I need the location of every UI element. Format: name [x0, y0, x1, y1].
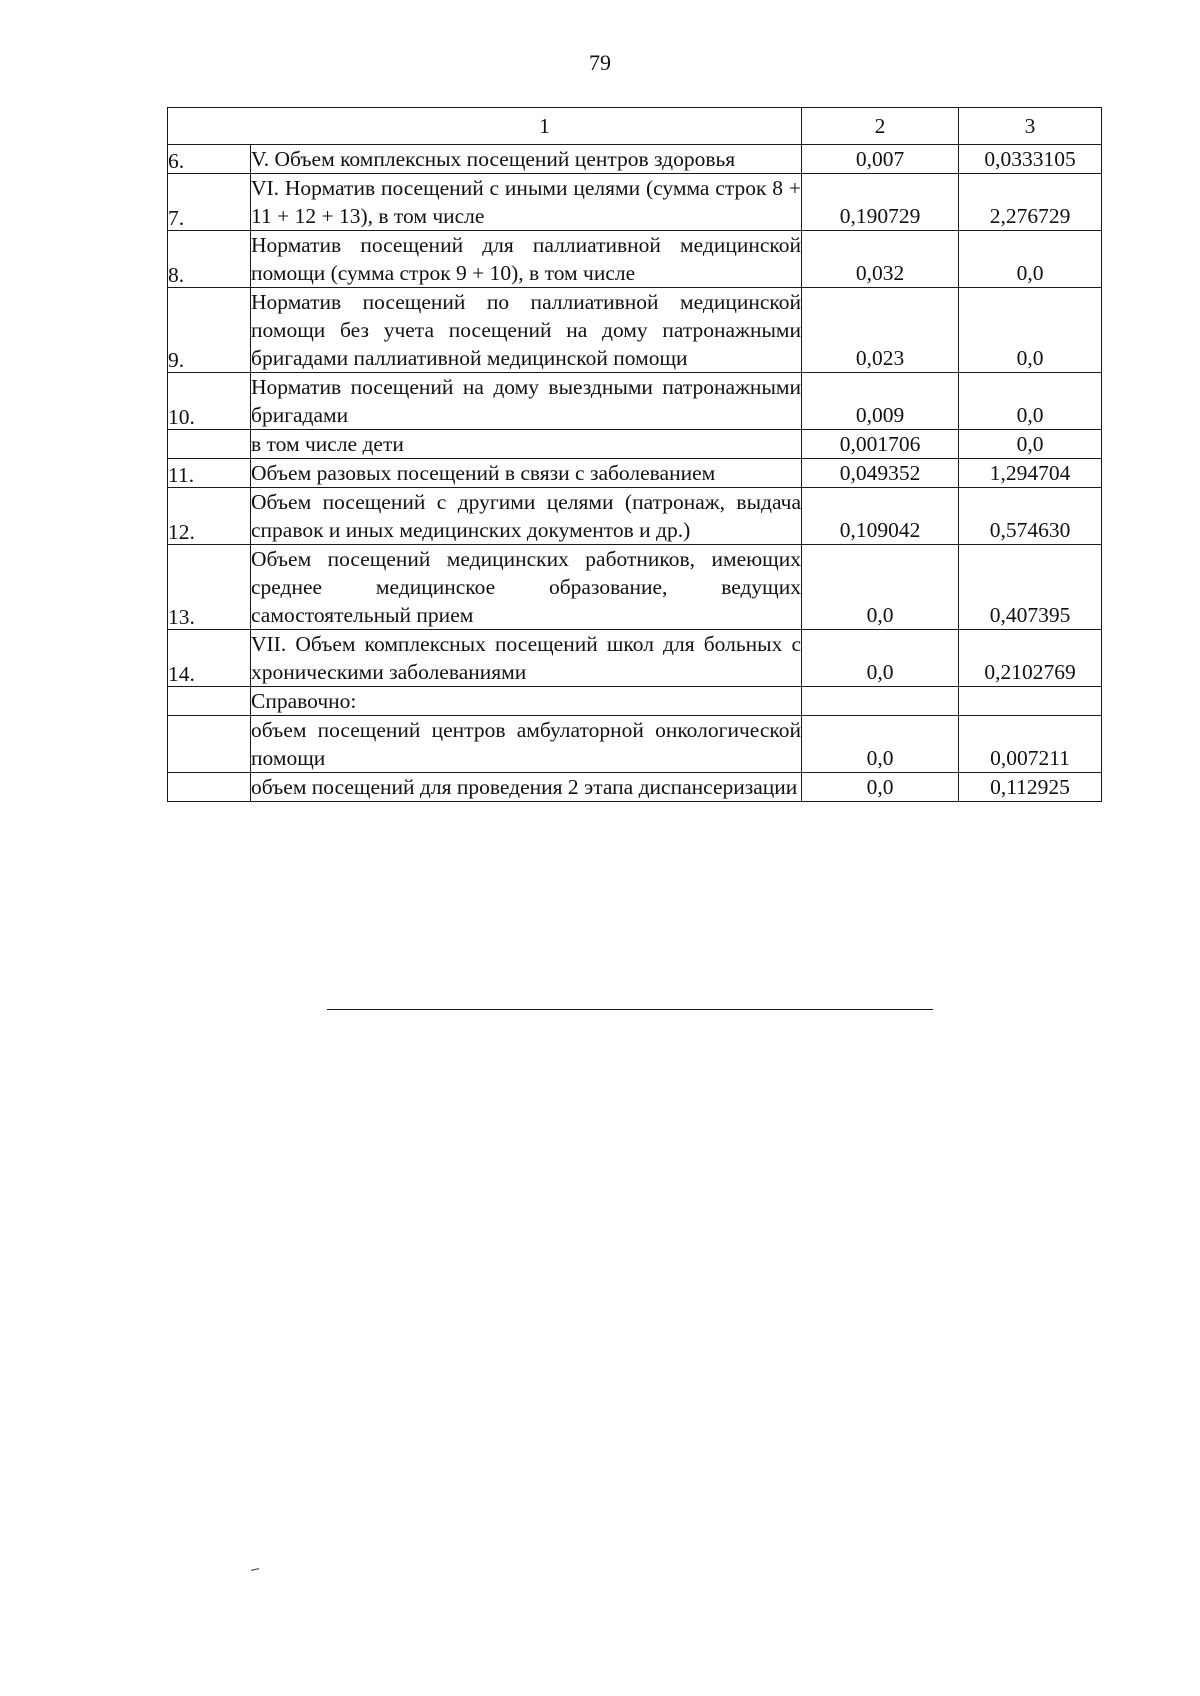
table-row: [168, 459, 1102, 488]
table-row: [168, 630, 1102, 687]
row-value-col3: 0,574630: [959, 488, 1102, 545]
row-number: 14.: [168, 630, 251, 687]
row-value-col3: 0,2102769: [959, 630, 1102, 687]
row-number: [168, 430, 251, 459]
row-value-col3: 0,0: [959, 373, 1102, 430]
row-value-col2: 0,032: [802, 231, 959, 288]
row-number: 9.: [168, 288, 251, 373]
row-description: в том числе дети: [251, 430, 802, 459]
row-value-col2: 0,0: [802, 630, 959, 687]
row-description: Объем посещений с другими целями (патронаж, выдача справок и иных медицинских документов и др.): [251, 488, 802, 545]
row-number: [168, 687, 251, 716]
row-description: Объем посещений медицинских работников, имеющих среднее медицинское образование, ведущих самостоятельный прием: [251, 545, 802, 630]
table-row: [168, 545, 1102, 630]
table-row: [168, 773, 1102, 802]
row-number: 11.: [168, 459, 251, 488]
table-row: [168, 288, 1102, 373]
table-header-row: [168, 108, 1102, 145]
row-value-col2: [802, 687, 959, 716]
row-description: Норматив посещений на дому выездными патронажными бригадами: [251, 373, 802, 430]
table-row: [168, 145, 1102, 174]
row-value-col2: 0,0: [802, 773, 959, 802]
row-value-col3: [959, 687, 1102, 716]
row-value-col3: 1,294704: [959, 459, 1102, 488]
row-number: 7.: [168, 174, 251, 231]
row-number: [168, 716, 251, 773]
row-description: Объем разовых посещений в связи с заболеванием: [251, 459, 802, 488]
row-value-col3: 0,407395: [959, 545, 1102, 630]
table-row: [168, 174, 1102, 231]
row-value-col3: 0,0: [959, 231, 1102, 288]
row-value-col2: 0,190729: [802, 174, 959, 231]
row-value-col2: 0,0: [802, 545, 959, 630]
row-description: V. Объем комплексных посещений центров здоровья: [251, 145, 802, 174]
footer-divider: [327, 1009, 933, 1010]
row-value-col2: 0,023: [802, 288, 959, 373]
table-row: [168, 687, 1102, 716]
row-number: 6.: [168, 145, 251, 174]
row-value-col2: 0,0: [802, 716, 959, 773]
row-value-col3: 0,0: [959, 288, 1102, 373]
table-row: [168, 430, 1102, 459]
row-value-col3: 0,0: [959, 430, 1102, 459]
row-description: объем посещений для проведения 2 этапа диспансеризации: [251, 773, 802, 802]
table-row: [168, 488, 1102, 545]
row-number: [168, 773, 251, 802]
row-number: 12.: [168, 488, 251, 545]
norms-table: [167, 107, 1102, 802]
page-number: 79: [589, 50, 611, 75]
row-value-col2: 0,049352: [802, 459, 959, 488]
row-value-col3: 2,276729: [959, 174, 1102, 231]
row-value-col3: 0,112925: [959, 773, 1102, 802]
table-row: [168, 231, 1102, 288]
stray-mark: [251, 1568, 259, 1571]
row-value-col3: 0,0333105: [959, 145, 1102, 174]
row-number: 13.: [168, 545, 251, 630]
table-row: [168, 373, 1102, 430]
row-value-col3: 0,007211: [959, 716, 1102, 773]
row-description: объем посещений центров амбулаторной онкологической помощи: [251, 716, 802, 773]
row-description: Норматив посещений по паллиативной медицинской помощи без учета посещений на дому патронажными бригадами паллиативной медицинской помощи: [251, 288, 802, 373]
row-value-col2: 0,001706: [802, 430, 959, 459]
row-description: VI. Норматив посещений с иными целями (сумма строк 8 + 11 + 12 + 13), в том числе: [251, 174, 802, 231]
header-col-3: 3: [959, 108, 1102, 145]
row-number: 8.: [168, 231, 251, 288]
row-value-col2: 0,007: [802, 145, 959, 174]
row-value-col2: 0,009: [802, 373, 959, 430]
row-description: Норматив посещений для паллиативной медицинской помощи (сумма строк 9 + 10), в том числе: [251, 231, 802, 288]
header-col-2: 2: [802, 108, 959, 145]
header-col-1: 1: [168, 108, 802, 145]
row-number: 10.: [168, 373, 251, 430]
row-description: Справочно:: [251, 687, 802, 716]
table-row: [168, 716, 1102, 773]
row-value-col2: 0,109042: [802, 488, 959, 545]
row-description: VII. Объем комплексных посещений школ для больных с хроническими заболеваниями: [251, 630, 802, 687]
